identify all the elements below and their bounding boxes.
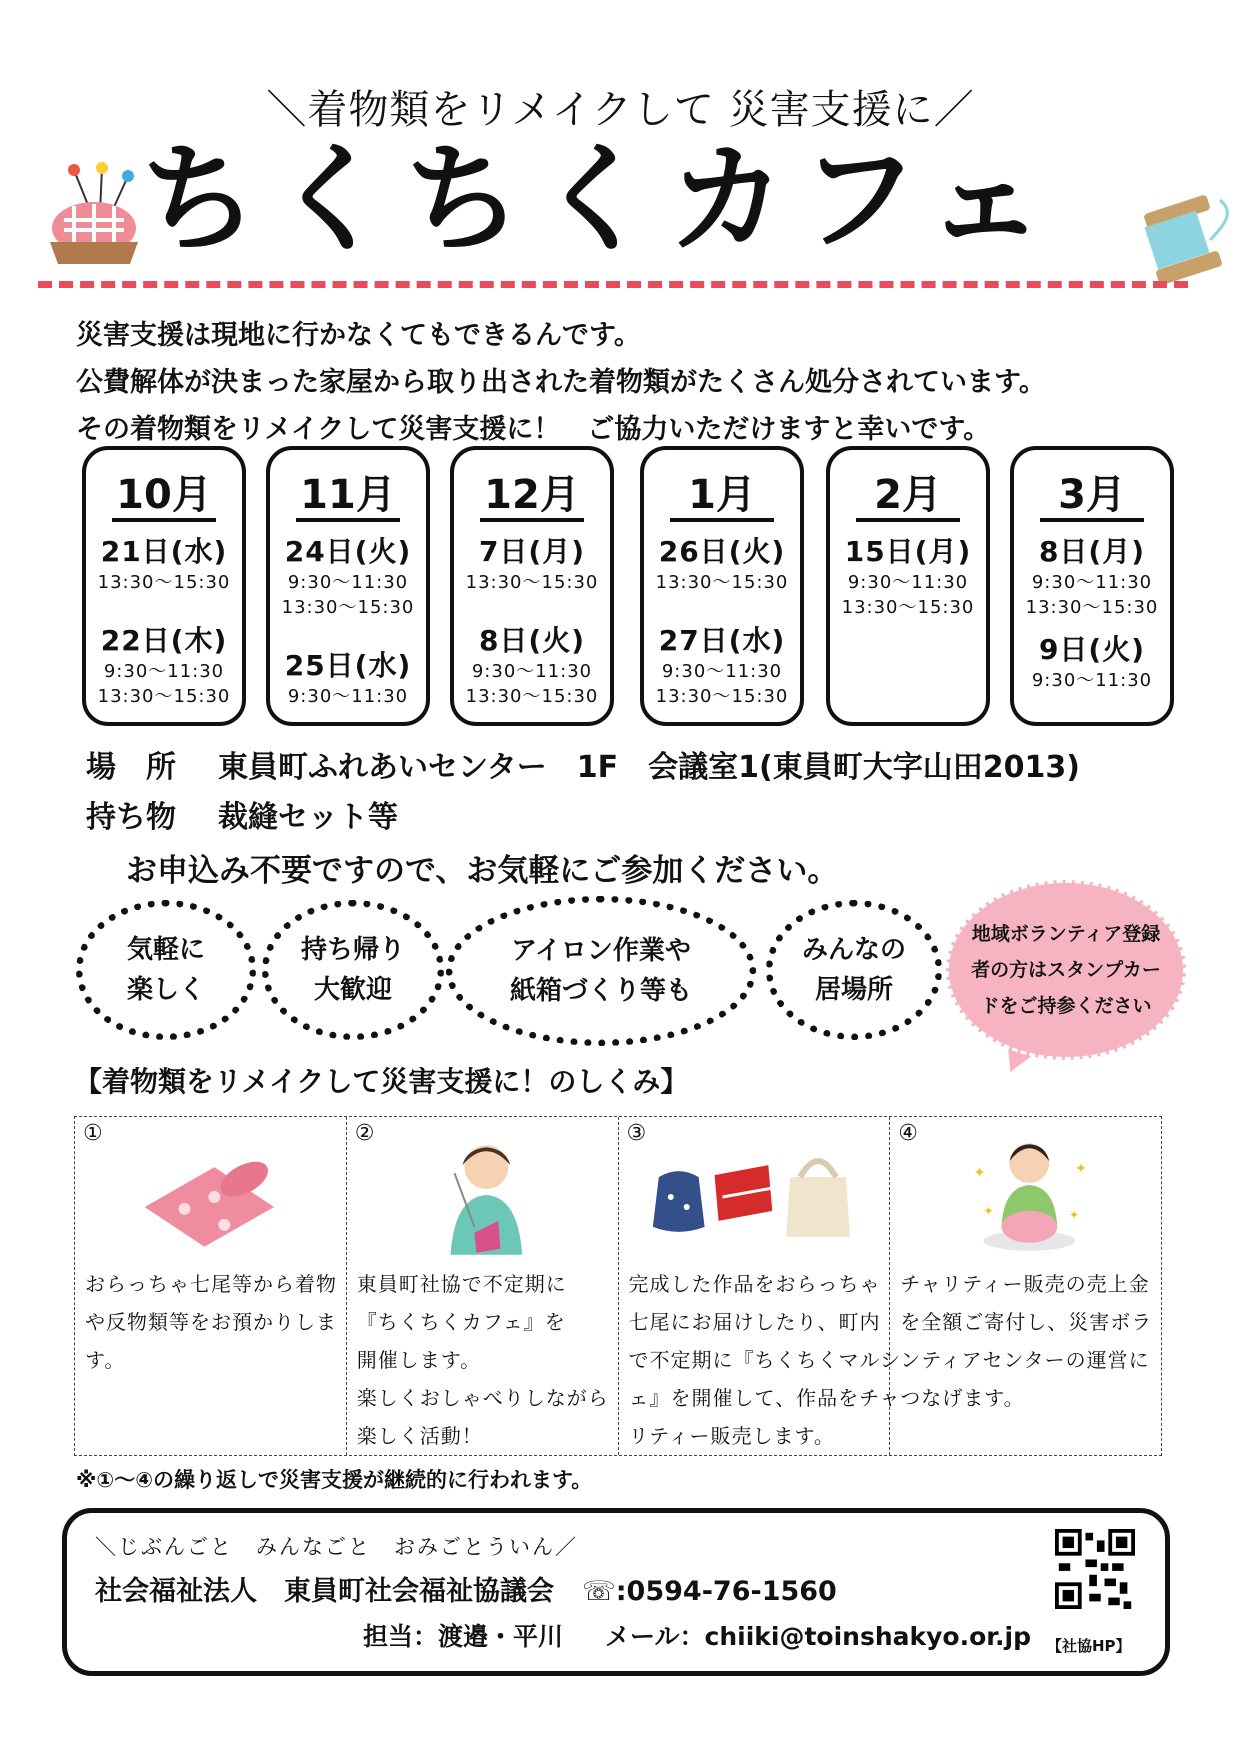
step-text: 七尾にお届けしたり、町内	[628, 1310, 881, 1334]
feature-place	[766, 900, 942, 1040]
card-time: 9:30〜11:30	[287, 572, 409, 593]
donation-piggy-bank-icon	[890, 1137, 1161, 1257]
step-text: リティー販売します。	[628, 1424, 835, 1448]
slogan: ＼じぶんごと みんなごと おみごとういん／	[95, 1535, 578, 1559]
feature-line: 紙箱づくり等も	[509, 976, 692, 1006]
feature-line: 居場所	[814, 975, 893, 1005]
place-label: 場 所	[86, 750, 176, 785]
card-month: 11月	[296, 472, 400, 522]
place-value: 東員町ふれあいセンター 1F 会議室1(東員町大字山田2013)	[218, 750, 1080, 785]
card-time: 9:30〜11:30	[103, 661, 225, 682]
card-month: 10月	[112, 472, 216, 522]
card-time: 9:30〜11:30	[1031, 670, 1153, 691]
svg-text:✦: ✦	[1069, 1207, 1080, 1222]
step-text: で不定期に『ちくちくマルシ	[628, 1348, 901, 1372]
step-text: を全額ご寄付し、災害ボラ	[900, 1310, 1153, 1334]
card-day: 8日(月)	[1038, 535, 1146, 568]
card-time: 13:30〜15:30	[1025, 597, 1159, 618]
feature-takeaway	[262, 900, 444, 1040]
card-time: 9:30〜11:30	[471, 661, 593, 682]
card-time: 13:30〜15:30	[465, 686, 599, 707]
subtitle: ＼着物類をリメイクして 災害支援に／	[266, 87, 975, 133]
feature-line: 気軽に	[126, 935, 205, 965]
thread-spool-icon	[1120, 180, 1236, 284]
mechanism-footnote: ※①〜④の繰り返しで災害支援が継続的に行われます。	[76, 1468, 593, 1492]
place-row	[86, 742, 1080, 786]
schedule-card-november	[266, 446, 430, 726]
intro-line: その着物類をリメイクして災害支援に！ ご協力いただけますと幸いです。	[76, 414, 991, 445]
schedule-card-january	[640, 446, 804, 726]
contact-box	[62, 1508, 1170, 1676]
schedule-card-march	[1010, 446, 1174, 726]
schedule-card-february	[826, 446, 990, 726]
card-time: 13:30〜15:30	[655, 572, 789, 593]
step-text: 楽しくおしゃべりしながら	[356, 1386, 609, 1410]
bubble-line: 者の方はスタンプカー	[971, 959, 1161, 981]
step-text: おらっちゃ七尾等から着物	[85, 1272, 337, 1296]
step-number: ③	[626, 1121, 647, 1146]
feature-line: 楽しく	[126, 975, 205, 1005]
stamp-card-bubble	[946, 880, 1186, 1060]
qr-code-icon[interactable]	[1055, 1529, 1135, 1609]
card-month: 12月	[480, 472, 584, 522]
phone-number: ☏:0594-76-1560	[582, 1576, 837, 1607]
bubble-line: 地域ボランティア登録	[971, 923, 1161, 945]
card-day: 25日(水)	[284, 649, 412, 682]
mechanism-step	[347, 1117, 619, 1455]
svg-text:✦: ✦	[983, 1203, 994, 1218]
card-day: 8日(火)	[478, 624, 586, 657]
mechanism-table	[74, 1116, 1162, 1456]
org-row	[95, 1569, 837, 1608]
step-text: 『ちくちくカフェ』を	[356, 1310, 566, 1334]
contact-person: 担当：渡邉・平川	[363, 1622, 564, 1651]
card-day: 9日(火)	[1038, 633, 1146, 666]
title-underline	[38, 281, 1188, 288]
mechanism-step	[75, 1117, 347, 1455]
step-text: つなげます。	[900, 1386, 1025, 1410]
step-text: 東員町社協で不定期に	[356, 1272, 567, 1296]
step-number: ②	[354, 1121, 375, 1146]
title: ちくちくカフェ	[140, 130, 1059, 268]
card-time: 9:30〜11:30	[287, 686, 409, 707]
svg-text:✦: ✦	[973, 1165, 986, 1182]
schedule-card-december	[450, 446, 614, 726]
card-day: 27日(水)	[658, 624, 786, 657]
mechanism-title: 【着物類をリメイクして災害支援に！のしくみ】	[74, 1065, 689, 1098]
step-text: 開催します。	[356, 1348, 482, 1372]
feature-line: 持ち帰り	[300, 935, 405, 965]
card-time: 9:30〜11:30	[847, 572, 969, 593]
card-day: 15日(月)	[844, 535, 972, 568]
step-text: チャリティー販売の売上金	[900, 1272, 1150, 1296]
items-value: 裁縫セット等	[218, 800, 398, 835]
items-label: 持ち物	[86, 800, 176, 835]
card-time: 9:30〜11:30	[661, 661, 783, 682]
feature-fun	[76, 900, 256, 1040]
card-month: 1月	[670, 472, 774, 522]
feature-line: みんなの	[801, 935, 906, 965]
pincushion-icon	[44, 160, 144, 270]
card-day: 26日(火)	[658, 535, 786, 568]
mechanism-step	[619, 1117, 901, 1455]
intro-line: 災害支援は現地に行かなくてもできるんです。	[76, 320, 641, 351]
feature-ironing	[446, 896, 756, 1046]
step-text: 楽しく活動！	[356, 1424, 483, 1448]
step-text: ェ』を開催して、作品をチャ	[628, 1386, 901, 1410]
card-time: 13:30〜15:30	[97, 686, 231, 707]
card-time: 13:30〜15:30	[655, 686, 789, 707]
handmade-goods-icon	[619, 1137, 890, 1257]
card-time: 13:30〜15:30	[465, 572, 599, 593]
org-name: 社会福祉法人 東員町社会福祉協議会	[95, 1576, 554, 1607]
intro-line: 公費解体が決まった家屋から取り出された着物類がたくさん処分されています。	[76, 367, 1046, 398]
step-text: や反物類等をお預かりしま	[85, 1310, 337, 1334]
step-number: ①	[83, 1121, 103, 1146]
card-day: 22日(木)	[100, 624, 228, 657]
schedule-card-october	[82, 446, 246, 726]
email-address[interactable]: メール：chiiki@toinshakyo.or.jp	[605, 1622, 1032, 1651]
card-month: 2月	[856, 472, 960, 522]
contact-row	[363, 1617, 1031, 1653]
svg-text:✦: ✦	[1075, 1161, 1088, 1178]
bubble-line: ドをご持参ください	[980, 995, 1152, 1017]
card-day: 7日(月)	[478, 535, 586, 568]
card-time: 13:30〜15:30	[841, 597, 975, 618]
no-registration-note: お申込み不要ですので、お気軽にご参加ください。	[126, 853, 839, 889]
card-day: 21日(水)	[100, 535, 228, 568]
card-time: 13:30〜15:30	[281, 597, 415, 618]
step-number: ④	[898, 1121, 918, 1146]
items-row	[86, 792, 398, 836]
feature-line: 大歓迎	[313, 975, 392, 1005]
mechanism-step	[890, 1117, 1161, 1455]
card-time: 9:30〜11:30	[1031, 572, 1153, 593]
step-text: ンティアセンターの運営に	[900, 1348, 1150, 1372]
card-day: 24日(火)	[284, 535, 412, 568]
sewing-person-icon	[347, 1137, 618, 1257]
intro-text	[76, 312, 1046, 453]
fabric-roll-icon	[75, 1137, 346, 1257]
step-text: 完成した作品をおらっちゃ	[628, 1272, 881, 1296]
card-time: 13:30〜15:30	[97, 572, 231, 593]
hp-label: 【社協HP】	[1047, 1637, 1131, 1655]
step-text: す。	[85, 1348, 126, 1372]
feature-line: アイロン作業や	[511, 936, 691, 966]
card-month: 3月	[1040, 472, 1144, 522]
